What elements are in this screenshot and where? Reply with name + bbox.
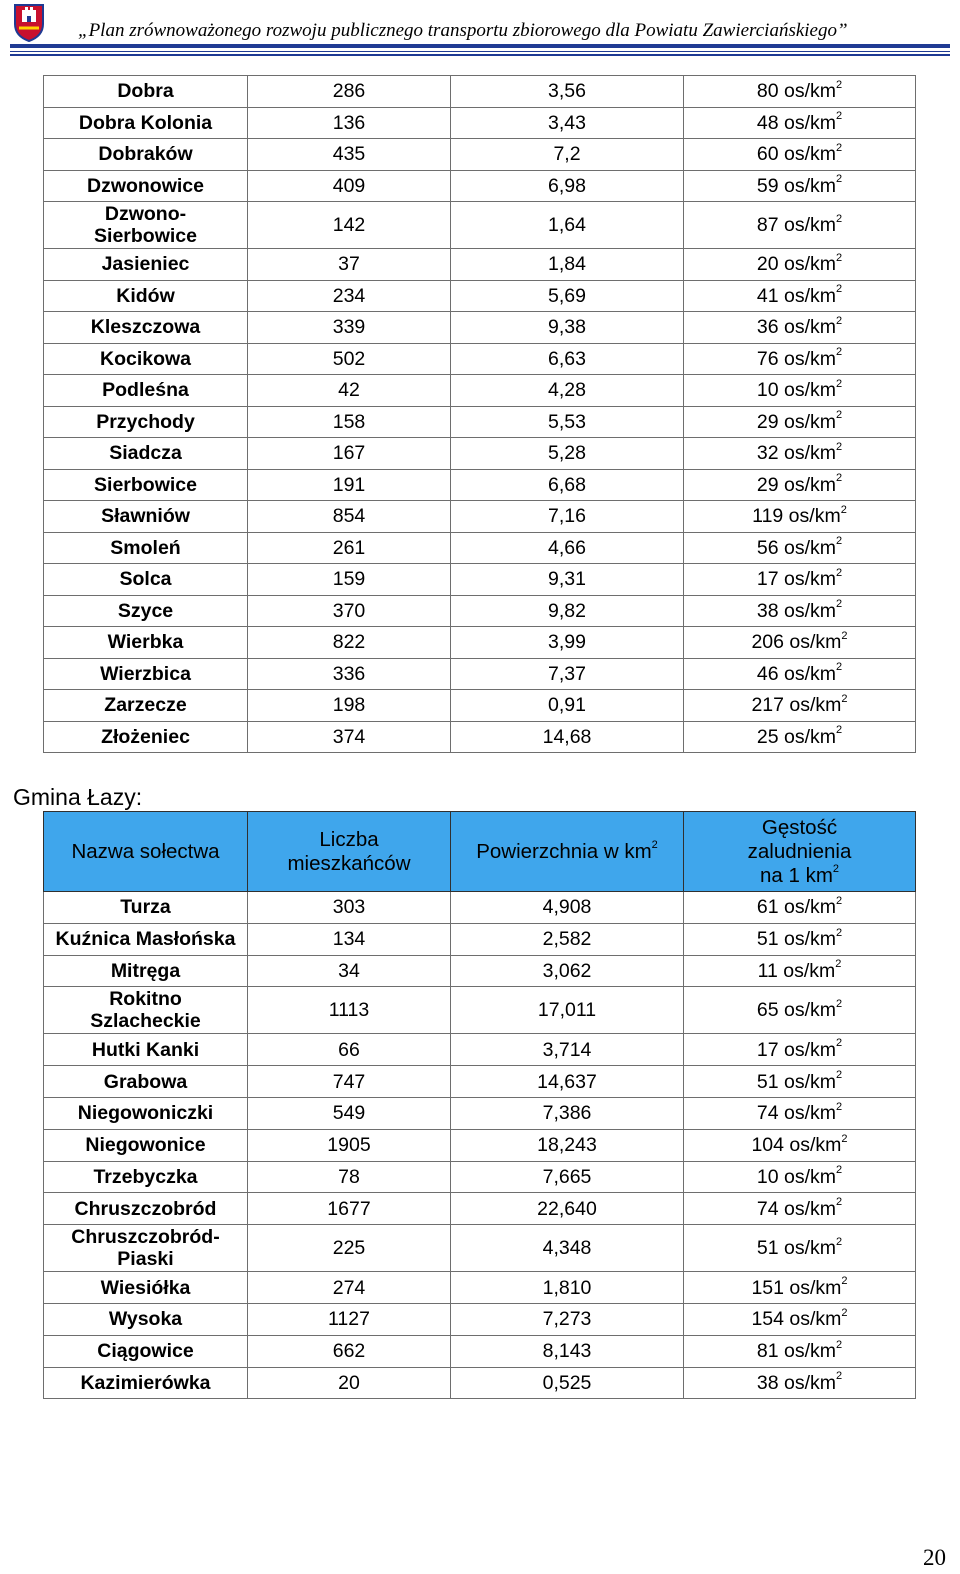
cell-area: 1,64 bbox=[451, 202, 684, 249]
table-row bbox=[44, 1335, 916, 1367]
cell-population: 198 bbox=[248, 690, 451, 722]
cell-area: 14,68 bbox=[451, 721, 684, 753]
cell-density: 36 $os/km^2$ bbox=[684, 312, 916, 344]
cell-population: 822 bbox=[248, 627, 451, 659]
table-row bbox=[44, 1034, 916, 1066]
table-row bbox=[44, 139, 916, 171]
cell-name: Hutki Kanki bbox=[44, 1034, 248, 1066]
cell-name: Mitręga bbox=[44, 955, 248, 987]
cell-population: 286 bbox=[248, 76, 451, 108]
cell-density: 65 $os/km^2$ bbox=[684, 987, 916, 1034]
cell-density: 48 $os/km^2$ bbox=[684, 107, 916, 139]
cell-population: 136 bbox=[248, 107, 451, 139]
table-row bbox=[44, 595, 916, 627]
cell-area: 14,637 bbox=[451, 1066, 684, 1098]
cell-population: 274 bbox=[248, 1272, 451, 1304]
cell-name: Sławniów bbox=[44, 501, 248, 533]
header-area: Powierzchnia w $km^2$ bbox=[451, 812, 684, 892]
table-row bbox=[44, 1272, 916, 1304]
cell-area: 8,143 bbox=[451, 1335, 684, 1367]
cell-population: 261 bbox=[248, 532, 451, 564]
cell-population: 134 bbox=[248, 923, 451, 955]
cell-name: Turza bbox=[44, 892, 248, 924]
cell-name: Dobra Kolonia bbox=[44, 107, 248, 139]
table-row bbox=[44, 955, 916, 987]
cell-name: Grabowa bbox=[44, 1066, 248, 1098]
table-row bbox=[44, 564, 916, 596]
cell-name: Wierbka bbox=[44, 627, 248, 659]
cell-density: 25 $os/km^2$ bbox=[684, 721, 916, 753]
cell-population: 159 bbox=[248, 564, 451, 596]
cell-area: 5,53 bbox=[451, 406, 684, 438]
cell-density: 80 $os/km^2$ bbox=[684, 76, 916, 108]
cell-density: 20 $os/km^2$ bbox=[684, 249, 916, 281]
page-number: 20 bbox=[923, 1545, 946, 1570]
cell-population: 78 bbox=[248, 1161, 451, 1193]
cell-area: 3,56 bbox=[451, 76, 684, 108]
cell-name: Złożeniec bbox=[44, 721, 248, 753]
table-row bbox=[44, 76, 916, 108]
cell-density: 81 $os/km^2$ bbox=[684, 1335, 916, 1367]
cell-population: 374 bbox=[248, 721, 451, 753]
table-row bbox=[44, 892, 916, 924]
cell-density: 217 $os/km^2$ bbox=[684, 690, 916, 722]
cell-population: 234 bbox=[248, 280, 451, 312]
table-row bbox=[44, 107, 916, 139]
cell-area: 0,525 bbox=[451, 1367, 684, 1399]
cell-name: Niegowoniczki bbox=[44, 1097, 248, 1129]
cell-name: Solca bbox=[44, 564, 248, 596]
cell-population: 1127 bbox=[248, 1303, 451, 1335]
cell-area: 0,91 bbox=[451, 690, 684, 722]
table-row bbox=[44, 375, 916, 407]
coat-of-arms-icon bbox=[12, 2, 46, 42]
cell-area: 5,69 bbox=[451, 280, 684, 312]
table-row bbox=[44, 280, 916, 312]
cell-name: Jasieniec bbox=[44, 249, 248, 281]
cell-area: 6,68 bbox=[451, 469, 684, 501]
cell-population: 303 bbox=[248, 892, 451, 924]
cell-density: 41 $os/km^2$ bbox=[684, 280, 916, 312]
cell-density: 17 $os/km^2$ bbox=[684, 1034, 916, 1066]
table-row bbox=[44, 1066, 916, 1098]
cell-density: 51 $os/km^2$ bbox=[684, 1066, 916, 1098]
cell-area: 3,43 bbox=[451, 107, 684, 139]
cell-density: 56 $os/km^2$ bbox=[684, 532, 916, 564]
cell-density: 29 $os/km^2$ bbox=[684, 469, 916, 501]
cell-population: 66 bbox=[248, 1034, 451, 1066]
header-rule-bottom bbox=[10, 54, 950, 56]
header-title: „Plan zrównoważonego rozwoju publicznego transportu zbiorowego dla Powiatu Zawierciańskiego” bbox=[78, 20, 848, 41]
cell-density: 38 $os/km^2$ bbox=[684, 595, 916, 627]
cell-name: Chruszczobród bbox=[44, 1193, 248, 1225]
cell-name: Kleszczowa bbox=[44, 312, 248, 344]
header-density: Gęstość zaludnienia na 1 $km^2$ bbox=[684, 812, 916, 892]
cell-area: 7,273 bbox=[451, 1303, 684, 1335]
cell-area: 4,66 bbox=[451, 532, 684, 564]
cell-population: 191 bbox=[248, 469, 451, 501]
cell-density: 60 $os/km^2$ bbox=[684, 139, 916, 171]
cell-population: 1905 bbox=[248, 1129, 451, 1161]
cell-density: 76 $os/km^2$ bbox=[684, 343, 916, 375]
header-population: Liczba mieszkańców bbox=[248, 812, 451, 892]
cell-area: 4,348 bbox=[451, 1225, 684, 1272]
cell-name: Smoleń bbox=[44, 532, 248, 564]
cell-name: Wiesiółka bbox=[44, 1272, 248, 1304]
cell-area: 22,640 bbox=[451, 1193, 684, 1225]
cell-population: 747 bbox=[248, 1066, 451, 1098]
table-row bbox=[44, 1129, 916, 1161]
table-row bbox=[44, 438, 916, 470]
cell-density: 61 $os/km^2$ bbox=[684, 892, 916, 924]
table-row bbox=[44, 627, 916, 659]
cell-density: 59 $os/km^2$ bbox=[684, 170, 916, 202]
cell-density: 87 $os/km^2$ bbox=[684, 202, 916, 249]
cell-population: 20 bbox=[248, 1367, 451, 1399]
cell-area: 4,908 bbox=[451, 892, 684, 924]
cell-density: 29 $os/km^2$ bbox=[684, 406, 916, 438]
cell-name: Zarzecze bbox=[44, 690, 248, 722]
cell-name: Sierbowice bbox=[44, 469, 248, 501]
cell-name: Kuźnica Masłońska bbox=[44, 923, 248, 955]
table-row bbox=[44, 532, 916, 564]
table-row bbox=[44, 987, 916, 1034]
cell-name: Dzwono- Sierbowice bbox=[44, 202, 248, 249]
cell-population: 42 bbox=[248, 375, 451, 407]
cell-area: 3,714 bbox=[451, 1034, 684, 1066]
table-row bbox=[44, 1193, 916, 1225]
cell-density: 17 $os/km^2$ bbox=[684, 564, 916, 596]
cell-density: 46 $os/km^2$ bbox=[684, 658, 916, 690]
page-header bbox=[0, 0, 960, 62]
cell-name: Rokitno Szlacheckie bbox=[44, 987, 248, 1034]
cell-population: 167 bbox=[248, 438, 451, 470]
cell-area: 9,31 bbox=[451, 564, 684, 596]
cell-area: 7,16 bbox=[451, 501, 684, 533]
cell-name: Podleśna bbox=[44, 375, 248, 407]
section-title: Gmina Łazy: bbox=[13, 784, 143, 810]
cell-name: Szyce bbox=[44, 595, 248, 627]
table-row bbox=[44, 501, 916, 533]
table-gmina-continued bbox=[43, 75, 916, 753]
table-row bbox=[44, 202, 916, 249]
table-gmina-lazy bbox=[43, 811, 916, 1399]
cell-area: 1,810 bbox=[451, 1272, 684, 1304]
cell-area: 7,665 bbox=[451, 1161, 684, 1193]
cell-area: 4,28 bbox=[451, 375, 684, 407]
cell-name: Wysoka bbox=[44, 1303, 248, 1335]
cell-density: 151 $os/km^2$ bbox=[684, 1272, 916, 1304]
table-row bbox=[44, 170, 916, 202]
cell-area: 9,38 bbox=[451, 312, 684, 344]
cell-name: Przychody bbox=[44, 406, 248, 438]
cell-name: Siadcza bbox=[44, 438, 248, 470]
table-row bbox=[44, 1097, 916, 1129]
table-row bbox=[44, 690, 916, 722]
table-row bbox=[44, 923, 916, 955]
cell-population: 34 bbox=[248, 955, 451, 987]
cell-density: 11 $os/km^2$ bbox=[684, 955, 916, 987]
cell-density: 74 $os/km^2$ bbox=[684, 1193, 916, 1225]
cell-area: 2,582 bbox=[451, 923, 684, 955]
cell-population: 158 bbox=[248, 406, 451, 438]
cell-name: Kidów bbox=[44, 280, 248, 312]
cell-name: Wierzbica bbox=[44, 658, 248, 690]
cell-density: 10 $os/km^2$ bbox=[684, 1161, 916, 1193]
cell-area: 7,386 bbox=[451, 1097, 684, 1129]
cell-population: 142 bbox=[248, 202, 451, 249]
table-row bbox=[44, 1367, 916, 1399]
cell-density: 32 $os/km^2$ bbox=[684, 438, 916, 470]
cell-population: 409 bbox=[248, 170, 451, 202]
cell-name: Niegowonice bbox=[44, 1129, 248, 1161]
cell-density: 51 $os/km^2$ bbox=[684, 923, 916, 955]
cell-density: 206 $os/km^2$ bbox=[684, 627, 916, 659]
cell-name: Trzebyczka bbox=[44, 1161, 248, 1193]
table-row bbox=[44, 1161, 916, 1193]
cell-area: 9,82 bbox=[451, 595, 684, 627]
cell-density: 74 $os/km^2$ bbox=[684, 1097, 916, 1129]
header-rule-thin bbox=[10, 51, 950, 52]
cell-name: Dobraków bbox=[44, 139, 248, 171]
cell-population: 336 bbox=[248, 658, 451, 690]
table-row bbox=[44, 249, 916, 281]
cell-area: 6,63 bbox=[451, 343, 684, 375]
table-row bbox=[44, 721, 916, 753]
cell-population: 1677 bbox=[248, 1193, 451, 1225]
table-row bbox=[44, 312, 916, 344]
cell-name: Kazimierówka bbox=[44, 1367, 248, 1399]
cell-density: 119 $os/km^2$ bbox=[684, 501, 916, 533]
cell-population: 1113 bbox=[248, 987, 451, 1034]
table-row bbox=[44, 658, 916, 690]
cell-area: 7,2 bbox=[451, 139, 684, 171]
header-rule bbox=[10, 44, 950, 48]
cell-population: 662 bbox=[248, 1335, 451, 1367]
cell-population: 370 bbox=[248, 595, 451, 627]
cell-area: 3,062 bbox=[451, 955, 684, 987]
table-row bbox=[44, 469, 916, 501]
cell-area: 17,011 bbox=[451, 987, 684, 1034]
cell-population: 502 bbox=[248, 343, 451, 375]
table-row bbox=[44, 343, 916, 375]
cell-name: Chruszczobród- Piaski bbox=[44, 1225, 248, 1272]
cell-density: 38 $os/km^2$ bbox=[684, 1367, 916, 1399]
cell-population: 37 bbox=[248, 249, 451, 281]
table-row bbox=[44, 1303, 916, 1335]
cell-density: 10 $os/km^2$ bbox=[684, 375, 916, 407]
cell-density: 104 $os/km^2$ bbox=[684, 1129, 916, 1161]
cell-population: 435 bbox=[248, 139, 451, 171]
cell-area: 5,28 bbox=[451, 438, 684, 470]
cell-population: 549 bbox=[248, 1097, 451, 1129]
header-name: Nazwa sołectwa bbox=[44, 812, 248, 892]
table-header-row bbox=[44, 812, 916, 892]
cell-area: 3,99 bbox=[451, 627, 684, 659]
cell-name: Dobra bbox=[44, 76, 248, 108]
cell-density: 154 $os/km^2$ bbox=[684, 1303, 916, 1335]
table-row bbox=[44, 406, 916, 438]
table-row bbox=[44, 1225, 916, 1272]
cell-population: 339 bbox=[248, 312, 451, 344]
cell-population: 225 bbox=[248, 1225, 451, 1272]
cell-area: 7,37 bbox=[451, 658, 684, 690]
cell-area: 1,84 bbox=[451, 249, 684, 281]
cell-name: Kocikowa bbox=[44, 343, 248, 375]
cell-name: Dzwonowice bbox=[44, 170, 248, 202]
cell-population: 854 bbox=[248, 501, 451, 533]
cell-area: 18,243 bbox=[451, 1129, 684, 1161]
cell-name: Ciągowice bbox=[44, 1335, 248, 1367]
cell-area: 6,98 bbox=[451, 170, 684, 202]
cell-density: 51 $os/km^2$ bbox=[684, 1225, 916, 1272]
